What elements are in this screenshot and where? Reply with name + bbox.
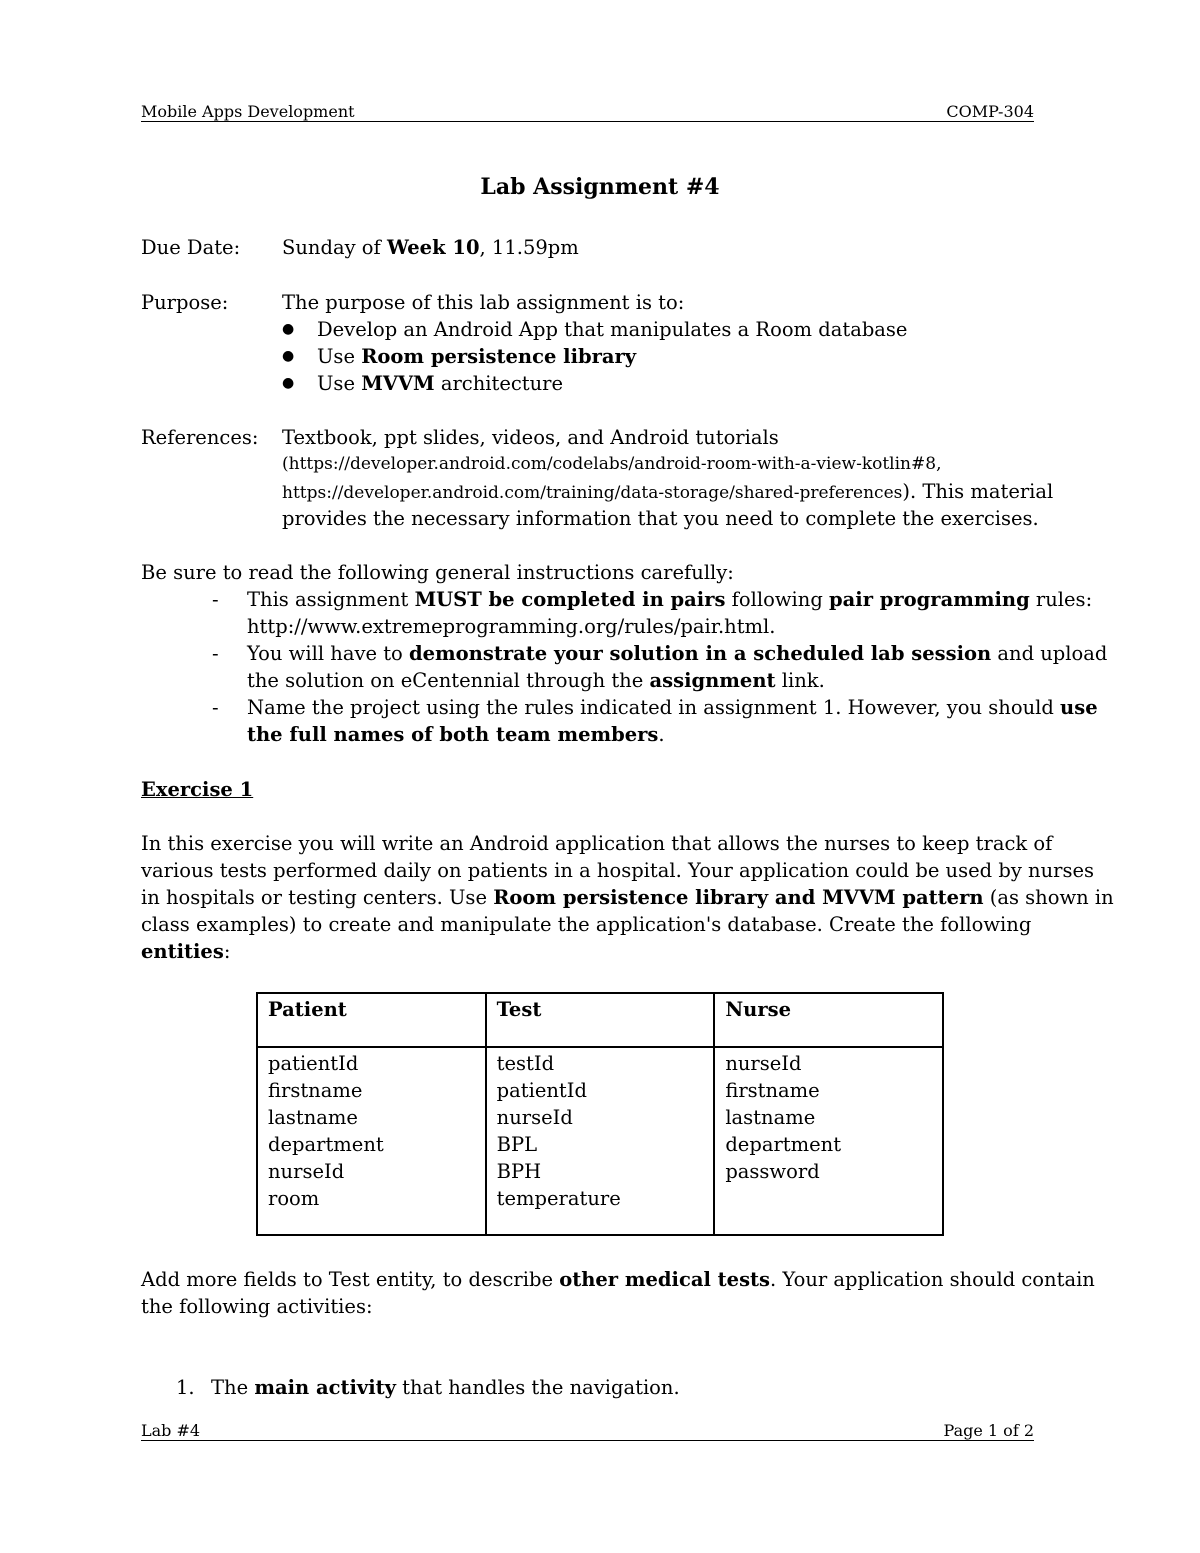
nurse-fields-cell — [714, 1047, 943, 1235]
bullet-2-pre: Use — [317, 345, 362, 368]
header-course-code: COMP-304 — [946, 102, 1034, 121]
due-date-value — [282, 234, 579, 261]
purpose-bullet-2-text — [317, 343, 636, 370]
at-l1-pre: Add more fields to Test entity, to describe — [141, 1268, 560, 1291]
i3-bold: use — [1060, 696, 1098, 719]
i2-pre: You will have to — [247, 642, 409, 665]
bullet-3-bold: MVVM — [361, 372, 435, 395]
ex-l3-bold: Room persistence library and MVVM pattern — [493, 886, 984, 909]
field: department — [268, 1133, 384, 1156]
bullet-3-post: architecture — [434, 372, 564, 395]
exercise-para-line-2: various tests performed daily on patients in a hospital. Your application could be used by nurses — [141, 859, 1095, 882]
after-table-line-1 — [141, 1266, 1095, 1293]
instruction-1-text — [247, 586, 1092, 613]
header-course-name: Mobile Apps Development — [141, 102, 355, 121]
page-header — [141, 99, 1034, 122]
exercise-para-line-4: class examples) to create and manipulate the application's database. Create the following — [141, 913, 1032, 936]
instructions-intro: Be sure to read the following general instructions carefully: — [141, 561, 734, 584]
after-table-line-2: the following activities: — [141, 1295, 373, 1318]
references-link-1[interactable]: (https://developer.android.com/codelabs/android-room-with-a-view-kotlin#8, — [282, 454, 942, 474]
ex-l3-pre: in hospitals or testing centers. Use — [141, 886, 494, 909]
dash-marker: - — [212, 588, 219, 611]
list-item-number: 1. — [176, 1376, 195, 1399]
purpose-bullet-3-text — [317, 370, 563, 397]
field: BPL — [496, 1133, 538, 1156]
instruction-3-line-2 — [247, 721, 665, 748]
field: patientId — [268, 1052, 359, 1075]
instruction-2-line-2 — [247, 667, 825, 694]
i3-l2-post: . — [658, 723, 665, 746]
table-row — [257, 1047, 943, 1235]
i2-l2-post: link. — [775, 669, 825, 692]
exercise-para-line-1: In this exercise you will write an Android application that allows the nurses to keep track of — [141, 832, 1053, 855]
due-date-label: Due Date: — [141, 236, 241, 259]
instruction-2-text — [247, 640, 1107, 667]
i2-l2-bold: assignment — [649, 669, 776, 692]
i3-pre: Name the project using the rules indicated in assignment 1. However, you should — [247, 696, 1061, 719]
li1-pre: The — [211, 1376, 255, 1399]
field: lastname — [268, 1106, 358, 1129]
references-line-4: provides the necessary information that you need to complete the exercises. — [282, 507, 1039, 530]
bullet-3-pre: Use — [317, 372, 362, 395]
i2-l2-pre: the solution on eCentennial through the — [247, 669, 650, 692]
document-title: Lab Assignment #4 — [480, 174, 720, 200]
ex-l5-bold: entities — [141, 940, 224, 963]
bullet-icon: ● — [282, 375, 295, 391]
i2-bold: demonstrate your solution in a scheduled lab session — [409, 642, 992, 665]
field: firstname — [268, 1079, 363, 1102]
ex-l3-post: (as shown in — [983, 886, 1114, 909]
i2-post: and upload — [991, 642, 1108, 665]
field: firstname — [725, 1079, 820, 1102]
exercise-heading: Exercise 1 — [141, 778, 254, 801]
test-fields-cell — [486, 1047, 715, 1235]
table-header-patient: Patient — [257, 993, 486, 1047]
page-footer — [141, 1418, 1034, 1441]
due-date-pre: Sunday of — [282, 236, 387, 259]
references-line-1: Textbook, ppt slides, videos, and Android tutorials — [282, 426, 779, 449]
field: temperature — [496, 1187, 621, 1210]
references-line-3-post: ). This material — [902, 480, 1054, 503]
field: nurseId — [496, 1106, 573, 1129]
li1-post: that handles the navigation. — [395, 1376, 680, 1399]
field: testId — [496, 1052, 555, 1075]
due-date-post: , 11.59pm — [479, 236, 579, 259]
i1-bold1: MUST be completed in pairs — [414, 588, 726, 611]
exercise-para-line-3 — [141, 884, 1114, 911]
patient-fields-cell — [257, 1047, 486, 1235]
bullet-2-bold: Room persistence library — [361, 345, 637, 368]
bullet-icon: ● — [282, 321, 295, 337]
entities-table — [256, 992, 944, 1236]
table-header-row — [257, 993, 943, 1047]
references-label: References: — [141, 426, 259, 449]
table-header-test: Test — [486, 993, 715, 1047]
i1-mid: following — [725, 588, 830, 611]
references-link-2[interactable]: https://developer.android.com/training/data-storage/shared-preferences — [282, 483, 903, 503]
at-l1-post: . Your application should contain — [770, 1268, 1095, 1291]
dash-marker: - — [212, 642, 219, 665]
field: room — [268, 1187, 320, 1210]
instruction-1-link[interactable]: http://www.extremeprogramming.org/rules/pair.html. — [247, 615, 776, 638]
dash-marker: - — [212, 696, 219, 719]
ex-l5-post: : — [223, 940, 231, 963]
i1-pre: This assignment — [247, 588, 415, 611]
footer-page-number: Page 1 of 2 — [943, 1421, 1034, 1440]
field: nurseId — [268, 1160, 345, 1183]
purpose-intro: The purpose of this lab assignment is to: — [282, 291, 685, 314]
field: password — [725, 1160, 820, 1183]
field: BPH — [496, 1160, 542, 1183]
table-header-nurse: Nurse — [714, 993, 943, 1047]
field: lastname — [725, 1106, 816, 1129]
field: patientId — [496, 1079, 587, 1102]
list-item-1 — [211, 1374, 680, 1401]
at-l1-bold: other medical tests — [559, 1268, 771, 1291]
i3-l2-bold: the full names of both team members — [247, 723, 659, 746]
purpose-label: Purpose: — [141, 291, 229, 314]
field: department — [725, 1133, 842, 1156]
exercise-para-line-5 — [141, 938, 230, 965]
field: nurseId — [725, 1052, 802, 1075]
instruction-3-text — [247, 694, 1098, 721]
references-line-3 — [282, 478, 1053, 507]
purpose-bullet-1-text: Develop an Android App that manipulates a Room database — [317, 318, 908, 341]
footer-lab-label: Lab #4 — [141, 1421, 201, 1440]
i1-bold2: pair programming — [829, 588, 1030, 611]
li1-bold: main activity — [254, 1376, 396, 1399]
i1-post: rules: — [1029, 588, 1093, 611]
bullet-icon: ● — [282, 348, 295, 364]
due-date-week: Week 10 — [386, 236, 480, 259]
